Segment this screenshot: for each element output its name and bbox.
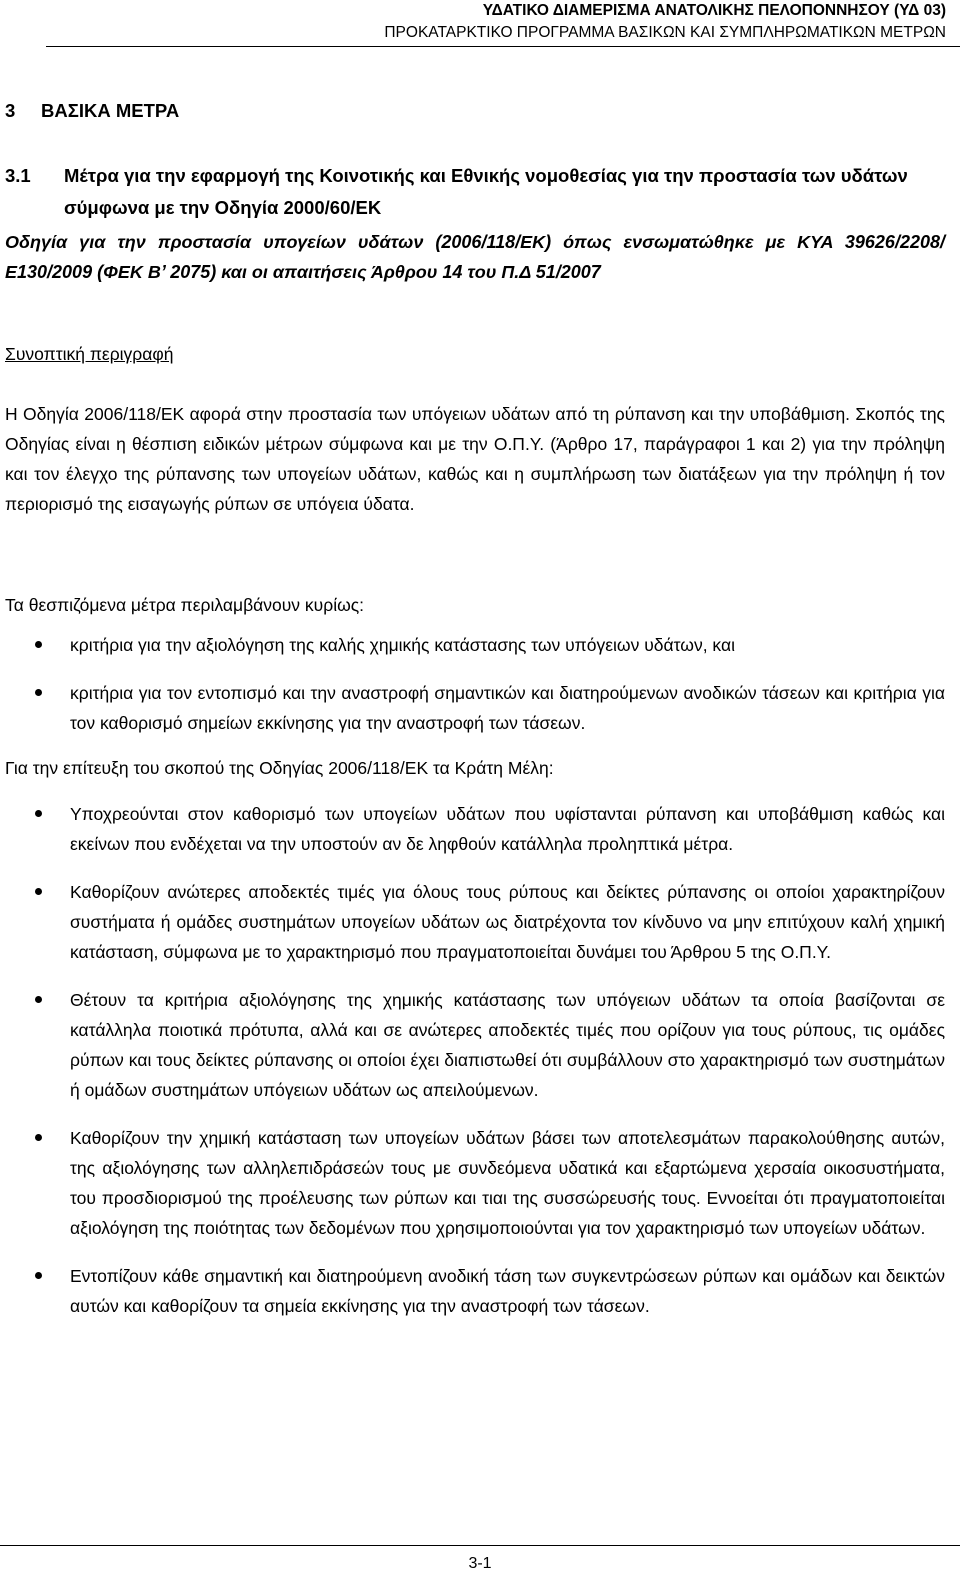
bullet-icon bbox=[35, 1272, 42, 1279]
list-item bbox=[5, 985, 945, 1105]
list-item-text: κριτήρια για τον εντοπισμό και την αναστροφή σημαντικών και διατηρούμενων ανοδικών τάσεων και κριτήρια για τον καθορισμό σημείων εκκίνησης για την αναστροφή των τάσεων. bbox=[70, 683, 945, 733]
list-item bbox=[5, 799, 945, 859]
page-footer bbox=[0, 1545, 960, 1585]
bullet-icon bbox=[35, 888, 42, 895]
list-item bbox=[5, 678, 945, 738]
list-item-text: κριτήρια για την αξιολόγηση της καλής χημικής κατάστασης των υπόγειων υδάτων, και bbox=[70, 635, 735, 655]
footer-divider bbox=[0, 1545, 960, 1546]
directive-heading: Οδηγία για την προστασία υπογείων υδάτων (2006/118/ΕΚ) όπως ενσωματώθηκε με ΚΥΑ 39626/2208/Ε130/2009 (ΦΕΚ Β’ 2075) και οι απαιτήσεις Άρθρου 14 του Π.Δ 51/2007 bbox=[5, 232, 945, 282]
page-number: 3-1 bbox=[468, 1555, 492, 1572]
section-title: ΒΑΣΙΚΑ ΜΕΤΡΑ bbox=[41, 100, 180, 121]
bullet-icon bbox=[35, 641, 42, 648]
intro-paragraph: Η Οδηγία 2006/118/ΕΚ αφορά στην προστασία των υπόγειων υδάτων από τη ρύπανση και την υποβάθμιση. Σκοπός της Οδηγίας είναι η θέσπιση ειδικών μέτρων σύμφωνα και με την Ο.Π.Υ. (Άρθρο 17, παράγραφοι 1 και 2) για την πρόληψη και τον έλεγχο της ρύπανσης των υπογείων υδάτων, καθώς και η συμπλήρωση των διατάξεων για την πρόληψη ή τον περιορισμό της εισαγωγής ρύπων σε υπόγεια ύδατα. bbox=[5, 404, 945, 514]
list-item bbox=[5, 1123, 945, 1243]
list-item-text: Υποχρεούνται στον καθορισμό των υπογείων υδάτων που υφίστανται ρύπανση και υποβάθμιση καθώς και εκείνων που ενδέχεται να την υποστούν αν δε ληφθούν κατάλληλα προληπτικά μέτρα. bbox=[70, 804, 945, 854]
subsection-title: Μέτρα για την εφαρμογή της Κοινοτικής και Εθνικής νομοθεσίας για την προστασία των υδάτων σύμφωνα με την Οδηγία 2000/60/ΕΚ bbox=[64, 165, 908, 218]
measures-intro-paragraph: Τα θεσπιζόμενα μέτρα περιλαμβάνουν κυρίως: bbox=[5, 595, 365, 615]
bullet-icon bbox=[35, 1134, 42, 1141]
bullet-icon bbox=[35, 810, 42, 817]
section-number: 3 bbox=[5, 100, 16, 121]
measures-list bbox=[5, 630, 945, 756]
section-heading bbox=[5, 100, 179, 122]
list-item-text: Καθορίζουν την χημική κατάσταση των υπογείων υδάτων βάσει των αποτελεσμάτων παρακολούθησης αυτών, της αξιολόγησης των αλληλεπιδράσεών τους με συνδεόμενα υδατικά και εξαρτώμενα χερσαία οικοσυστήματα, του προσδιορισμού της προέλευσης των ρύπων και τιαι της συσσώρευσής τους. Εννοείται ότι πραγματοποιείται αξιολόγηση της ποιότητας των δεδομένων που χρησιμοποιούνται για τον χαρακτηρισμό των υπογείων υδάτων. bbox=[70, 1128, 945, 1238]
bullet-icon bbox=[35, 689, 42, 696]
list-item bbox=[5, 1261, 945, 1321]
header-divider bbox=[46, 46, 960, 47]
page-header bbox=[46, 0, 946, 44]
list-item bbox=[5, 877, 945, 967]
member-states-list bbox=[5, 799, 945, 1339]
bullet-icon bbox=[35, 996, 42, 1003]
summary-label: Συνοπτική περιγραφή bbox=[5, 344, 174, 364]
list-item-text: Εντοπίζουν κάθε σημαντική και διατηρούμενη ανοδική τάση των συγκεντρώσεων ρύπων και ομάδων και δεικτών αυτών και καθορίζουν τα σημεία εκκίνησης για την αναστροφή των τάσεων. bbox=[70, 1266, 945, 1316]
list-item-text: Θέτουν τα κριτήρια αξιολόγησης της χημικής κατάστασης των υπόγειων υδάτων τα οποία βασίζονται σε κατάλληλα ποιοτικά πρότυπα, αλλά και σε ανώτερες αποδεκτές τιμές που ορίζουν για τους ρύπους, τις ομάδες ρύπων και τους δείκτες ρύπανσης οι οποίοι έχει διαπιστωθεί ότι συμβάλλουν στο χαρακτηρισμό των συστημάτων ή ομάδων συστημάτων υπόγειων υδάτων ως απειλούμενων. bbox=[70, 990, 945, 1100]
subsection-number: 3.1 bbox=[5, 165, 31, 186]
subsection-heading bbox=[5, 160, 945, 224]
header-line-2: ΠΡΟΚΑΤΑΡΚΤΙΚΟ ΠΡΟΓΡΑΜΜΑ ΒΑΣΙΚΩΝ ΚΑΙ ΣΥΜΠΛΗΡΩΜΑΤΙΚΩΝ ΜΕΤΡΩΝ bbox=[384, 24, 946, 41]
list-item bbox=[5, 630, 945, 660]
header-line-1: ΥΔΑΤΙΚΟ ΔΙΑΜΕΡΙΣΜΑ ΑΝΑΤΟΛΙΚΗΣ ΠΕΛΟΠΟΝΝΗΣΟΥ (ΥΔ 03) bbox=[482, 2, 946, 19]
member-states-intro-paragraph: Για την επίτευξη του σκοπού της Οδηγίας 2006/118/ΕΚ τα Κράτη Μέλη: bbox=[5, 758, 554, 778]
list-item-text: Καθορίζουν ανώτερες αποδεκτές τιμές για όλους τους ρύπους και δείκτες ρύπανσης οι οποίοι χαρακτηρίζουν συστήματα ή ομάδες συστημάτων υπογείων υδάτων ως διατρέχοντα τον κίνδυνο να μην επιτύχουν καλή χημική κατάσταση, σύμφωνα με το χαρακτηρισμό που πραγματοποιείται δυνάμει του Άρθρου 5 της Ο.Π.Υ. bbox=[70, 882, 945, 962]
